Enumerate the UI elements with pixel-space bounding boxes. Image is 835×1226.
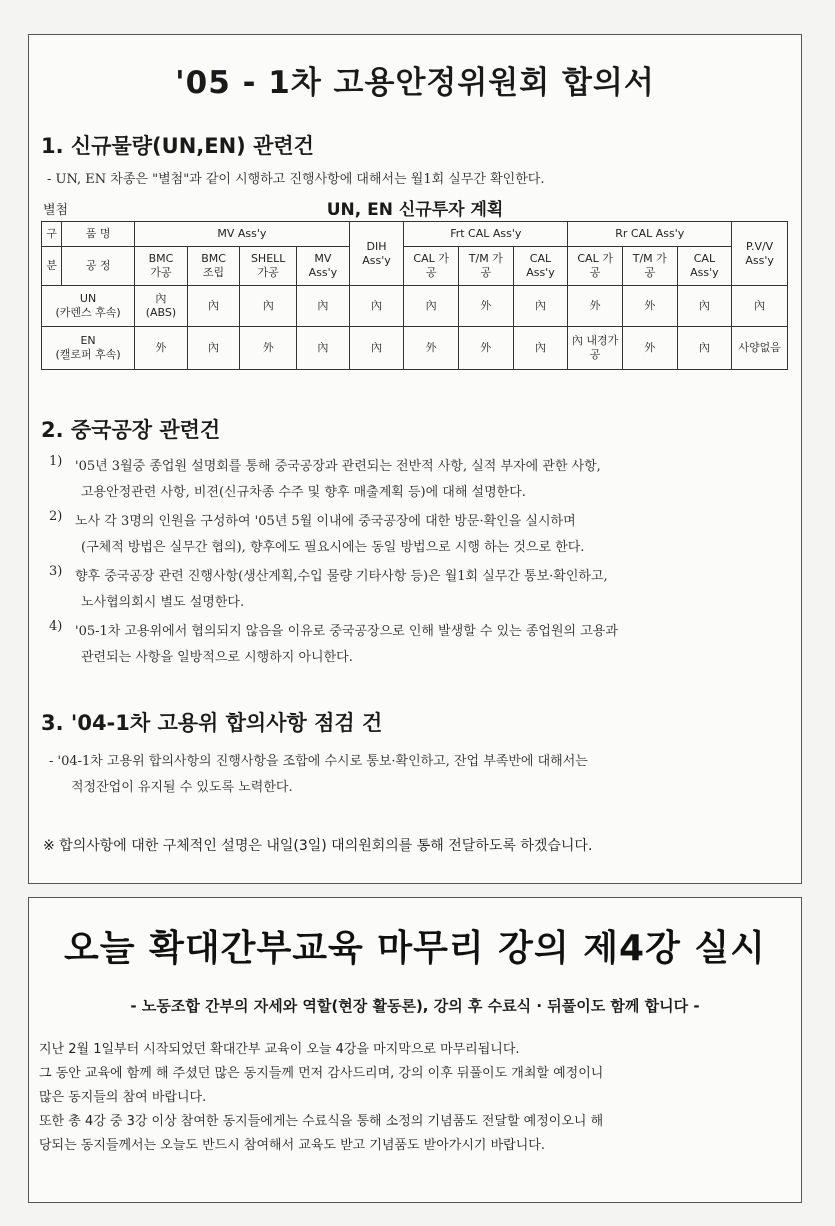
subcol-label: T/M 가공 xyxy=(632,252,667,279)
subcol-header xyxy=(458,247,513,286)
notice-line: 당되는 동지들께서는 오늘도 반드시 참여해서 교육도 받고 기념품도 받아가시기 바랍니다. xyxy=(39,1138,545,1153)
subcol-label: MV Ass'y xyxy=(308,252,338,279)
notice-line: 지난 2월 1일부터 시작되었던 확대간부 교육이 오늘 4강을 마지막으로 마무리됩니다. xyxy=(39,1042,520,1057)
header-pummyeong: 품 명 xyxy=(62,222,135,247)
item-line: (구체적 방법은 실무간 협의), 향후에도 필요시에는 동일 방법으로 시행 하는 것으로 한다. xyxy=(81,540,585,555)
notice-title: 오늘 확대간부교육 마무리 강의 제4강 실시 xyxy=(64,928,766,969)
table-cell: 內 xyxy=(732,286,788,327)
item-number: 1) xyxy=(49,454,63,469)
subcol-header xyxy=(404,247,459,286)
attachment-label: 별첨 xyxy=(43,203,69,218)
notice-panel xyxy=(28,897,802,1203)
header-dih xyxy=(349,222,404,286)
subcol-header xyxy=(240,247,297,286)
table-cell xyxy=(135,286,188,327)
table-cell: 外 xyxy=(622,286,677,327)
row-name: EN xyxy=(80,334,96,347)
subcol-header xyxy=(187,247,240,286)
item-number: 3) xyxy=(49,564,63,579)
agreement-panel xyxy=(28,34,802,884)
table-cell: 內 xyxy=(187,327,240,370)
list-item xyxy=(49,454,801,506)
item-line: 향후 중국공장 관련 진행사항(생산계획,수입 물량 기타사항 등)은 월1회 실무간 통보·확인하고, xyxy=(75,569,608,584)
section1-heading: 1. 신규물량(UN,EN) 관련건 xyxy=(41,134,314,158)
header-rr: Rr CAL Ass'y xyxy=(568,222,732,247)
header-gongjeong: 공 정 xyxy=(62,247,135,286)
subcol-label: SHELL 가공 xyxy=(250,252,286,279)
row-sub: (카렌스 후속) xyxy=(55,306,121,319)
table-cell: 內 xyxy=(187,286,240,327)
table-cell xyxy=(568,327,623,370)
subcol-label: CAL 가공 xyxy=(413,252,449,279)
table-cell: 內 xyxy=(677,286,732,327)
item-line: '05년 3월중 종업원 설명회를 통해 중국공장과 관련되는 전반적 사항, 실적 부자에 관한 사항, xyxy=(75,459,601,474)
subcol-header xyxy=(135,247,188,286)
subcol-header xyxy=(568,247,623,286)
item-line: '05-1차 고용위에서 협의되지 않음을 이유로 중국공장으로 인해 발생할 수 있는 종업원의 고용과 xyxy=(75,624,618,639)
cell-value: 內 (ABS) xyxy=(145,292,177,319)
table-cell: 內 xyxy=(240,286,297,327)
footnote: ※ 합의사항에 대한 구체적인 설명은 내일(3일) 대의원회의를 통해 전달하도록 하겠습니다. xyxy=(43,838,593,854)
item-number: 2) xyxy=(49,509,63,524)
table-row xyxy=(42,327,788,370)
table-header xyxy=(29,191,801,221)
item-line: 노사 각 3명의 인원을 구성하여 '05년 5월 이내에 중국공장에 대한 방문·확인을 실시하며 xyxy=(75,514,576,529)
list-item xyxy=(49,619,801,671)
section2-list xyxy=(49,454,801,671)
subcol-header xyxy=(677,247,732,286)
notice-line: 또한 총 4강 중 3강 이상 참여한 동지들에게는 수료식을 통해 소정의 기념품도 전달할 예정이오니 해 xyxy=(39,1114,604,1129)
table-cell: 內 xyxy=(404,286,459,327)
subcol-label: CAL Ass'y xyxy=(526,252,555,279)
table-cell: 內 xyxy=(297,286,350,327)
table-cell: 外 xyxy=(458,327,513,370)
subcol-header xyxy=(513,247,568,286)
header-gu: 구 xyxy=(42,222,62,247)
subcol-label: CAL 가공 xyxy=(577,252,613,279)
table-cell: 外 xyxy=(240,327,297,370)
item-number: 4) xyxy=(49,619,63,634)
section3-body xyxy=(49,749,801,801)
header-bun: 분 xyxy=(42,247,62,286)
table-cell: 外 xyxy=(404,327,459,370)
table-cell: 外 xyxy=(622,327,677,370)
subcol-label: BMC 조립 xyxy=(201,252,226,279)
item-line: 고용안정관련 사항, 비젼(신규차종 수주 및 향후 매출계획 등)에 대해 설명한다. xyxy=(81,485,526,500)
subcol-header xyxy=(297,247,350,286)
section3-line: - '04-1차 고용위 합의사항의 진행사항을 조합에 수시로 통보·확인하고, 잔업 부족반에 대해서는 xyxy=(49,754,588,769)
table-cell: 內 xyxy=(349,327,404,370)
row-label xyxy=(42,286,135,327)
table-cell: 사양없음 xyxy=(732,327,788,370)
row-label xyxy=(42,327,135,370)
section1-line: - UN, EN 차종은 "별첨"과 같이 시행하고 진행사항에 대해서는 월1회 실무간 확인한다. xyxy=(47,172,545,187)
header-pvv xyxy=(732,222,788,286)
cell-value: 內 내경가공 xyxy=(571,334,619,361)
subcol-label: T/M 가공 xyxy=(468,252,503,279)
table-cell: 內 xyxy=(677,327,732,370)
table-cell: 外 xyxy=(458,286,513,327)
item-line: 관련되는 사항을 일방적으로 시행하지 아니한다. xyxy=(81,650,353,665)
header-dih-label: DIH Ass'y xyxy=(362,239,391,267)
list-item xyxy=(49,509,801,561)
table-row xyxy=(42,286,788,327)
header-pvv-label: P.V/V Ass'y xyxy=(745,239,774,267)
notice-body xyxy=(39,1038,801,1158)
table-title: UN, EN 신규투자 계획 xyxy=(326,200,504,220)
list-item xyxy=(49,564,801,616)
row-sub: (캘로퍼 후속) xyxy=(55,348,121,361)
header-frt: Frt CAL Ass'y xyxy=(404,222,568,247)
subcol-label: BMC 가공 xyxy=(148,252,174,279)
table-cell: 內 xyxy=(297,327,350,370)
section2-heading: 2. 중국공장 관련건 xyxy=(41,418,221,442)
table-cell: 內 xyxy=(513,327,568,370)
section3-heading: 3. '04-1차 고용위 합의사항 점검 건 xyxy=(41,711,383,735)
table-cell: 內 xyxy=(349,286,404,327)
table-cell: 外 xyxy=(568,286,623,327)
subcol-header xyxy=(622,247,677,286)
notice-line: 많은 동지들의 참여 바랍니다. xyxy=(39,1090,207,1105)
table-cell: 外 xyxy=(135,327,188,370)
investment-table xyxy=(41,221,788,370)
notice-line: 그 동안 교육에 함께 해 주셨던 많은 동지들께 먼저 감사드리며, 강의 이후 뒤풀이도 개최할 예정이니 xyxy=(39,1066,604,1081)
notice-subtitle: - 노동조합 간부의 자세와 역할(현장 활동론), 강의 후 수료식 · 뒤풀이도 함께 합니다 - xyxy=(130,997,700,1015)
section3-line: 적정잔업이 유지될 수 있도록 노력한다. xyxy=(71,780,293,795)
subcol-label: CAL Ass'y xyxy=(690,252,719,279)
row-name: UN xyxy=(79,292,97,305)
agreement-title: '05 - 1차 고용안정위원회 합의서 xyxy=(175,65,655,101)
table-cell: 內 xyxy=(513,286,568,327)
header-mv: MV Ass'y xyxy=(135,222,350,247)
item-line: 노사협의회시 별도 설명한다. xyxy=(81,595,245,610)
